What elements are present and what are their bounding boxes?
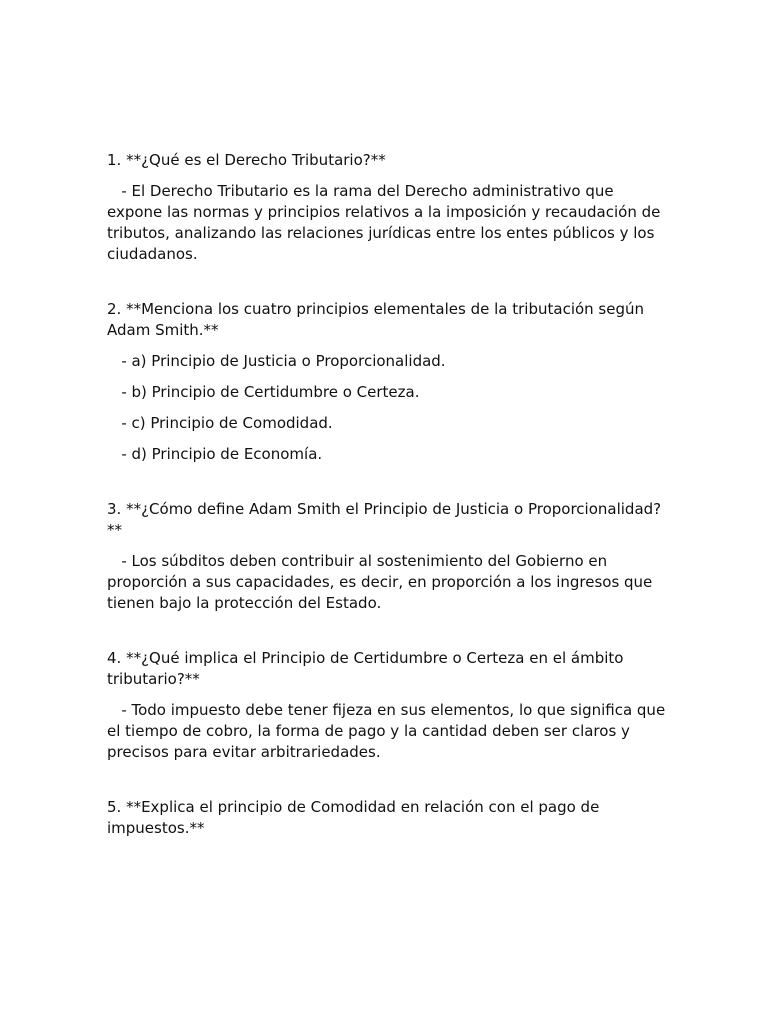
list-item: - d) Principio de Economía. (107, 445, 323, 463)
question-2 (107, 299, 667, 465)
question-answer: - El Derecho Tributario es la rama del Derecho administrativo que expone las normas y principios relativos a la imposición y recaudación de tributos, analizando las relaciones jurídicas entre los entes públicos y los ciudadanos. (107, 182, 666, 263)
question-title: 4. **¿Qué implica el Principio de Certidumbre o Certeza en el ámbito tributario?** (107, 649, 629, 688)
question-3 (107, 499, 667, 614)
list-item: - c) Principio de Comodidad. (107, 414, 333, 432)
list-item: - b) Principio de Certidumbre o Certeza. (107, 383, 420, 401)
question-4 (107, 648, 670, 763)
question-title: 2. **Menciona los cuatro principios elementales de la tributación según Adam Smith.** (107, 300, 649, 339)
question-5 (107, 797, 667, 839)
question-title: 5. **Explica el principio de Comodidad en relación con el pago de impuestos.** (107, 798, 605, 837)
document-page (107, 150, 670, 873)
question-title: 3. **¿Cómo define Adam Smith el Principio de Justicia o Proporcionalidad?** (107, 500, 662, 539)
list-item: - a) Principio de Justicia o Proporcionalidad. (107, 352, 446, 370)
question-title: 1. **¿Qué es el Derecho Tributario?** (107, 151, 386, 169)
principles-list (107, 351, 667, 465)
question-answer: - Los súbditos deben contribuir al sostenimiento del Gobierno en proporción a sus capacidades, es decir, en proporción a los ingresos que tienen bajo la protección del Estado. (107, 552, 658, 612)
question-answer: - Todo impuesto debe tener fijeza en sus elementos, lo que significa que el tiempo de cobro, la forma de pago y la cantidad deben ser claros y precisos para evitar arbitrariedades. (107, 701, 670, 761)
question-1 (107, 150, 667, 265)
